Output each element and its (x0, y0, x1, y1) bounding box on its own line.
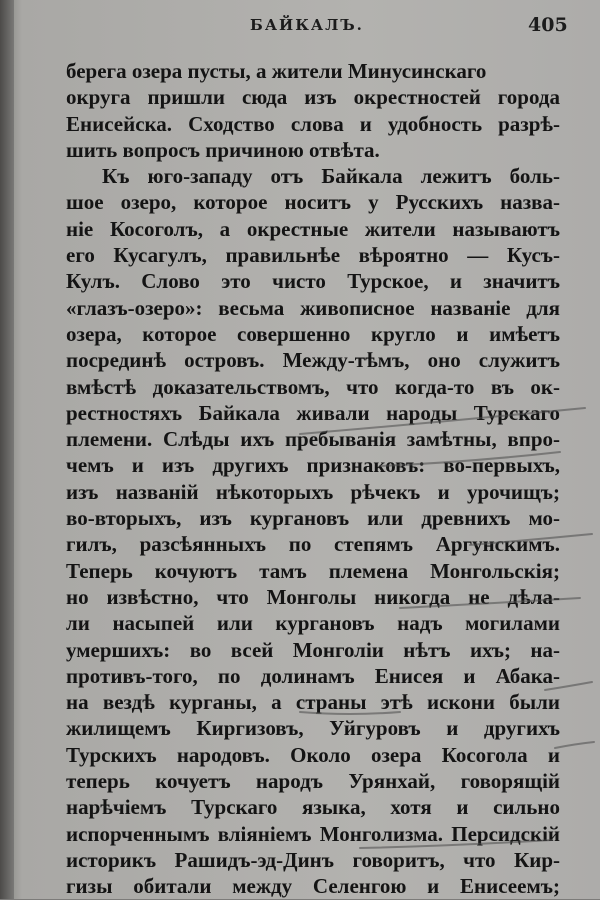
text-line: Кулъ. Слово это чисто Турское, и значитъ (66, 269, 560, 294)
text-line: теперь кочуетъ народъ Урянхай, говорящiй (66, 769, 560, 794)
text-line: ли насыпей или кургановъ надъ могилами (66, 611, 560, 636)
text-line: округа пришли сюда изъ окрестностей города (66, 85, 560, 110)
text-line: историкъ Рашидъ-эд-Динъ говоритъ, что Кир- (66, 847, 560, 872)
text-line: но извѣстно, что Монголы никогда не дѣла- (66, 584, 560, 609)
text-line: Теперь кочуютъ тамъ племена Монгольскiя; (66, 558, 560, 583)
text-line: шить вопросъ причиною отвѣта. (66, 137, 380, 162)
running-title: БАЙКАЛЪ. (250, 16, 364, 34)
text-line: Къ юго-западу отъ Байкала лежитъ боль- (102, 164, 560, 189)
text-line: жилищемъ Киргизовъ, Уйгуровъ и другихъ (66, 716, 560, 741)
text-line: гизы обитали между Селенгою и Енисеемъ; (66, 874, 560, 899)
text-line: племени. Слѣды ихъ пребыванiя замѣтны, впро- (66, 427, 560, 452)
text-line: рестностяхъ Байкала живали народы Турскаго (66, 400, 560, 425)
text-line: изъ названiй нѣкоторыхъ рѣчекъ и урочищъ; (66, 479, 560, 504)
text-line: его Кусагулъ, правильнѣе вѣроятно — Кусъ- (66, 243, 560, 268)
text-line: нiе Косоголъ, а окрестные жители называютъ (66, 216, 560, 241)
text-line: берега озера пусты, а жители Минусинскаго (66, 59, 487, 83)
text-line: Енисейска. Сходство слова и удобность разрѣ- (66, 111, 560, 136)
text-line: чемъ и изъ другихъ признаковъ: во-первыхъ, (66, 453, 560, 478)
text-line: гилъ, разсѣянныхъ по степямъ Аргунскимъ. (66, 532, 560, 557)
text-line: «глазъ-озеро»: весьма живописное названiе для (66, 295, 560, 320)
text-line: вмѣстѣ доказательствомъ, что когда-то въ ок- (66, 374, 560, 399)
text-line: посрединѣ островъ. Между-тѣмъ, оно служитъ (66, 348, 560, 373)
text-line: шое озеро, которое носитъ у Русскихъ назва- (66, 190, 560, 215)
text-line: нарѣчiемъ Турскаго языка, хотя и сильно (66, 795, 560, 820)
text-line: озера, которое совершенно кругло и имѣетъ (66, 321, 560, 346)
text-line: умершихъ: во всей Монголiи нѣтъ ихъ; на- (66, 637, 560, 662)
book-spine-shadow (0, 0, 14, 899)
text-line: Турскихъ народовъ. Около озера Косогола и (66, 742, 560, 767)
page-body-text (66, 58, 560, 900)
text-line: испорченнымъ влiянiемъ Монголизма. Персидскiй (66, 821, 560, 846)
page-number: 405 (528, 14, 568, 36)
text-line: во-вторыхъ, изъ кургановъ или древнихъ мо- (66, 506, 560, 531)
page-header (0, 14, 600, 44)
text-line: противъ-того, по долинамъ Енисея и Абака- (66, 663, 560, 688)
pencil-stroke (555, 742, 594, 748)
text-line: на вездѣ курганы, а страны этѣ искони были (66, 690, 560, 715)
